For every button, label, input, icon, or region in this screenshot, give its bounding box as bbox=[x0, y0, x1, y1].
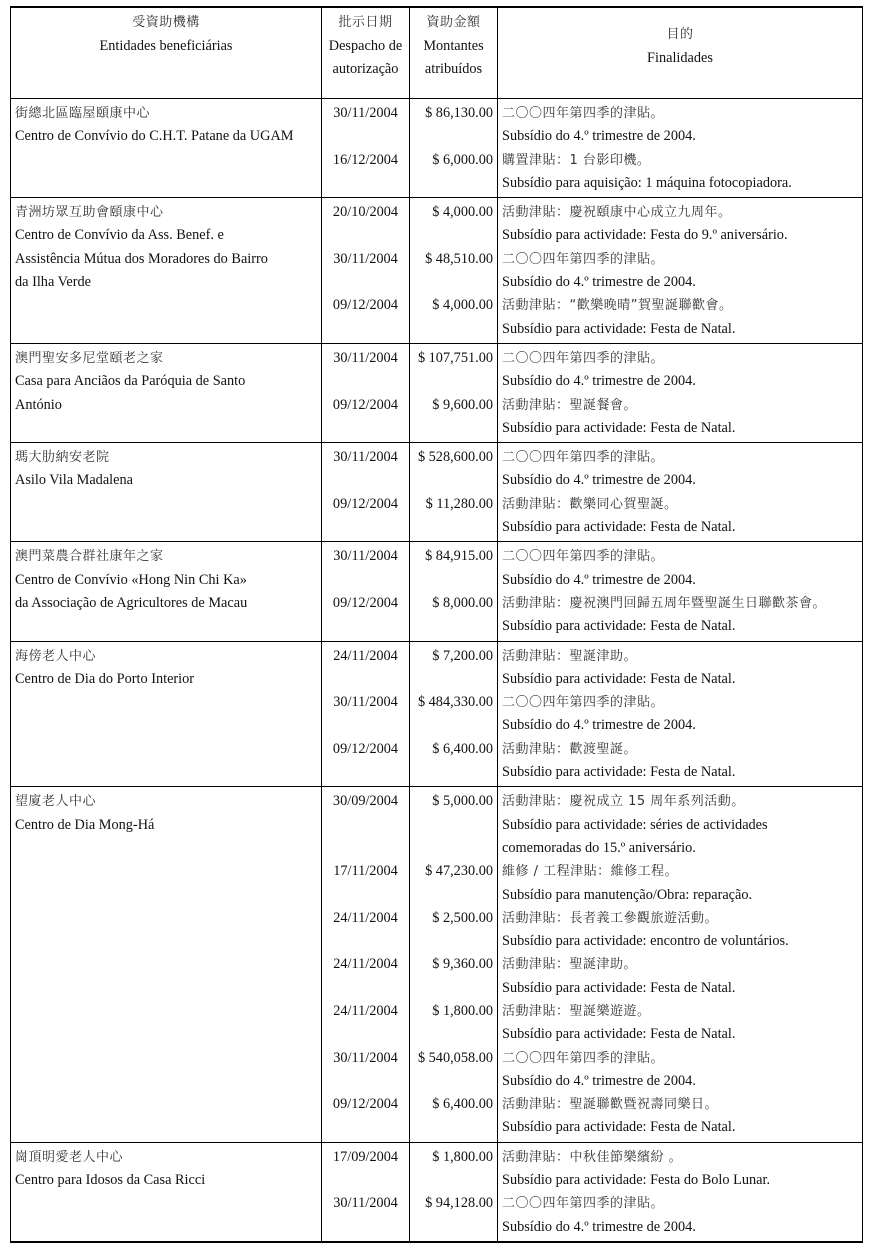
spacer-line bbox=[322, 884, 409, 907]
purpose-zh: 二〇〇四年第四季的津貼。 bbox=[502, 251, 665, 267]
purpose-pt: Subsídio do 4.º trimestre de 2004. bbox=[502, 571, 696, 588]
grant-amount: $ 4,000.00 bbox=[432, 204, 493, 221]
spacer-line bbox=[322, 318, 409, 341]
purpose-zh: 活動津貼：歡樂同心賀聖誕。 bbox=[502, 496, 678, 512]
purpose-cell bbox=[498, 99, 863, 198]
purpose-zh: 活動津貼：長者義工參觀旅遊活動。 bbox=[502, 910, 719, 926]
purpose-pt: Subsídio para actividade: Festa de Natal. bbox=[502, 764, 736, 781]
spacer-line bbox=[410, 172, 497, 195]
entity-name-zh: 街總北區臨屋頤康中心 bbox=[15, 106, 151, 121]
spacer-line bbox=[322, 417, 409, 440]
table-header-row bbox=[11, 7, 863, 99]
purpose-zh: 活動津貼：“歡樂晚晴”賀聖誕聯歡會。 bbox=[502, 298, 733, 314]
subsidy-table bbox=[10, 6, 863, 1243]
grant-date: 17/11/2004 bbox=[333, 863, 398, 880]
grant-date: 16/12/2004 bbox=[332, 151, 399, 168]
date-cell bbox=[322, 443, 410, 542]
grant-date: 30/11/2004 bbox=[333, 250, 398, 267]
spacer-line bbox=[410, 271, 497, 294]
grant-date: 20/10/2004 bbox=[332, 204, 399, 221]
spacer-line bbox=[410, 1216, 497, 1239]
entity-name-pt: Centro de Dia Mong-Há bbox=[15, 816, 155, 833]
spacer-line bbox=[410, 1169, 497, 1192]
purpose-pt: Subsídio para actividade: Festa de Natal. bbox=[502, 1026, 736, 1043]
grant-amount: $ 6,400.00 bbox=[432, 740, 493, 757]
entity-name-pt: António bbox=[15, 396, 62, 413]
purpose-pt: Subsídio para actividade: Festa do 9.º aniversário. bbox=[502, 227, 788, 244]
purpose-zh: 維修 / 工程津貼：維修工程。 bbox=[502, 864, 679, 880]
purpose-pt: Subsídio para manutenção/Obra: reparação. bbox=[502, 886, 753, 903]
grant-amount: $ 7,200.00 bbox=[432, 647, 493, 664]
date-cell bbox=[322, 641, 410, 787]
grant-amount: $ 540,058.00 bbox=[417, 1049, 493, 1066]
purpose-zh: 二〇〇四年第四季的津貼。 bbox=[502, 1050, 665, 1066]
date-cell bbox=[322, 787, 410, 1142]
grant-date: 09/12/2004 bbox=[332, 297, 399, 314]
purpose-pt: comemoradas do 15.º aniversário. bbox=[502, 839, 696, 856]
amount-cell bbox=[410, 542, 498, 641]
purpose-pt: Subsídio para actividade: Festa de Natal. bbox=[502, 419, 736, 436]
table-row bbox=[11, 443, 863, 542]
purpose-zh: 活動津貼：慶祝頤康中心成立九周年。 bbox=[502, 205, 732, 221]
grant-amount: $ 4,000.00 bbox=[432, 297, 493, 314]
purpose-pt: Subsídio para actividade: Festa do Bolo Lunar. bbox=[502, 1172, 771, 1189]
grant-date: 09/12/2004 bbox=[332, 1096, 399, 1113]
spacer-line bbox=[322, 224, 409, 247]
entity-cell bbox=[11, 542, 322, 641]
entity-cell bbox=[11, 787, 322, 1142]
table-row bbox=[11, 343, 863, 442]
purpose-cell bbox=[498, 542, 863, 641]
purpose-pt: Subsídio do 4.º trimestre de 2004. bbox=[502, 1072, 696, 1089]
spacer-line bbox=[322, 569, 409, 592]
purpose-pt: Subsídio do 4.º trimestre de 2004. bbox=[502, 717, 696, 734]
table-body bbox=[11, 99, 863, 1242]
spacer-line bbox=[322, 172, 409, 195]
purpose-zh: 購置津貼：1 台影印機。 bbox=[502, 152, 651, 168]
purpose-zh: 二〇〇四年第四季的津貼。 bbox=[502, 549, 665, 565]
spacer-line bbox=[322, 469, 409, 492]
header-purpose-pt: Finalidades bbox=[647, 49, 713, 66]
entity-cell bbox=[11, 641, 322, 787]
amount-cell bbox=[410, 641, 498, 787]
purpose-zh: 二〇〇四年第四季的津貼。 bbox=[502, 106, 665, 121]
grant-date: 30/11/2004 bbox=[333, 1049, 398, 1066]
grant-date: 30/11/2004 bbox=[333, 548, 398, 565]
grant-amount: $ 6,400.00 bbox=[432, 1096, 493, 1113]
purpose-zh: 二〇〇四年第四季的津貼。 bbox=[502, 350, 665, 366]
grant-amount: $ 84,915.00 bbox=[425, 548, 493, 565]
header-amount-zh: 資助金額 bbox=[426, 15, 481, 30]
entity-name-zh: 望廈老人中心 bbox=[15, 794, 97, 810]
spacer-line bbox=[410, 1070, 497, 1093]
purpose-zh: 活動津貼：聖誕餐會。 bbox=[502, 397, 638, 413]
spacer-line bbox=[410, 417, 497, 440]
grant-amount: $ 11,280.00 bbox=[425, 495, 493, 512]
entity-name-pt: Centro de Dia do Porto Interior bbox=[15, 670, 195, 687]
spacer-line bbox=[410, 884, 497, 907]
entity-name-pt: Centro de Convívio «Hong Nin Chi Ka» bbox=[15, 571, 247, 588]
grant-date: 09/12/2004 bbox=[332, 495, 399, 512]
entity-name-zh: 青洲坊眾互助會頤康中心 bbox=[15, 205, 164, 221]
spacer-line bbox=[410, 615, 497, 638]
spacer-line bbox=[322, 761, 409, 784]
purpose-pt: Subsídio para actividade: Festa de Natal. bbox=[502, 618, 736, 635]
spacer-line bbox=[322, 271, 409, 294]
purpose-zh: 活動津貼：聖誕樂遊遊。 bbox=[502, 1003, 651, 1019]
amount-cell bbox=[410, 343, 498, 442]
spacer-line bbox=[322, 1216, 409, 1239]
spacer-line bbox=[322, 516, 409, 539]
spacer-line bbox=[322, 714, 409, 737]
purpose-pt: Subsídio para actividade: Festa de Natal. bbox=[502, 670, 736, 687]
spacer-line bbox=[410, 469, 497, 492]
grant-amount: $ 94,128.00 bbox=[425, 1195, 493, 1212]
spacer-line bbox=[322, 1023, 409, 1046]
grant-amount: $ 528,600.00 bbox=[417, 449, 493, 466]
spacer-line bbox=[410, 224, 497, 247]
grant-amount: $ 1,800.00 bbox=[432, 1002, 493, 1019]
entity-name-pt: da Associação de Agricultores de Macau bbox=[15, 594, 248, 611]
spacer-line bbox=[322, 1116, 409, 1139]
spacer-line bbox=[410, 318, 497, 341]
purpose-cell bbox=[498, 198, 863, 344]
entity-name-pt: Casa para Anciãos da Paróquia de Santo bbox=[15, 373, 246, 390]
entity-name-pt: Asilo Vila Madalena bbox=[15, 472, 133, 489]
grant-amount: $ 1,800.00 bbox=[432, 1148, 493, 1165]
table-row bbox=[11, 99, 863, 198]
grant-amount: $ 6,000.00 bbox=[432, 151, 493, 168]
purpose-zh: 活動津貼：聖誕津助。 bbox=[502, 957, 638, 973]
header-entity bbox=[11, 7, 322, 99]
amount-cell bbox=[410, 787, 498, 1142]
entity-name-zh: 澳門聖安多尼堂頤老之家 bbox=[15, 350, 164, 366]
purpose-pt: Subsídio para actividade: encontro de voluntários. bbox=[502, 933, 789, 950]
entity-name-pt: da Ilha Verde bbox=[15, 274, 91, 291]
amount-cell bbox=[410, 443, 498, 542]
grant-amount: $ 48,510.00 bbox=[425, 250, 493, 267]
purpose-cell bbox=[498, 443, 863, 542]
date-cell bbox=[322, 99, 410, 198]
header-date bbox=[322, 7, 410, 99]
grant-amount: $ 9,600.00 bbox=[432, 396, 493, 413]
purpose-cell bbox=[498, 787, 863, 1142]
purpose-pt: Subsídio para actividade: séries de actividades bbox=[502, 816, 768, 833]
spacer-line bbox=[322, 125, 409, 148]
purpose-zh: 二〇〇四年第四季的津貼。 bbox=[502, 695, 665, 711]
entity-name-zh: 澳門菜農合群社康年之家 bbox=[15, 549, 164, 565]
purpose-zh: 活動津貼：慶祝成立 15 周年系列活動。 bbox=[502, 794, 745, 810]
purpose-pt: Subsídio do 4.º trimestre de 2004. bbox=[502, 1218, 696, 1235]
purpose-pt: Subsídio para actividade: Festa de Natal. bbox=[502, 979, 736, 996]
spacer-line bbox=[322, 370, 409, 393]
grant-date: 09/12/2004 bbox=[332, 396, 399, 413]
spacer-line bbox=[322, 930, 409, 953]
purpose-zh: 活動津貼：聖誕津助。 bbox=[502, 648, 638, 664]
purpose-pt: Subsídio para actividade: Festa de Natal. bbox=[502, 320, 736, 337]
grant-amount: $ 47,230.00 bbox=[425, 863, 493, 880]
purpose-cell bbox=[498, 343, 863, 442]
spacer-line bbox=[410, 1023, 497, 1046]
purpose-zh: 二〇〇四年第四季的津貼。 bbox=[502, 450, 665, 466]
amount-cell bbox=[410, 1142, 498, 1242]
grant-date: 09/12/2004 bbox=[332, 740, 399, 757]
purpose-zh: 活動津貼：聖誕聯歡暨祝壽同樂日。 bbox=[502, 1097, 719, 1113]
grant-date: 30/11/2004 bbox=[333, 694, 398, 711]
purpose-cell bbox=[498, 641, 863, 787]
date-cell bbox=[322, 1142, 410, 1242]
table-row bbox=[11, 542, 863, 641]
entity-name-pt: Centro de Convívio do C.H.T. Patane da UGAM bbox=[15, 128, 294, 145]
date-cell bbox=[322, 343, 410, 442]
grant-date: 24/11/2004 bbox=[333, 1002, 398, 1019]
grant-date: 09/12/2004 bbox=[332, 594, 399, 611]
grant-date: 30/11/2004 bbox=[333, 449, 398, 466]
table-row bbox=[11, 787, 863, 1142]
amount-cell bbox=[410, 198, 498, 344]
entity-cell bbox=[11, 443, 322, 542]
header-amount bbox=[410, 7, 498, 99]
spacer-line bbox=[410, 761, 497, 784]
spacer-line bbox=[322, 814, 409, 837]
purpose-pt: Subsídio para actividade: Festa de Natal. bbox=[502, 1119, 736, 1136]
entity-name-zh: 瑪大肋納安老院 bbox=[15, 450, 110, 466]
entity-name-pt: Assistência Mútua dos Moradores do Bairro bbox=[15, 250, 268, 267]
purpose-zh: 活動津貼：慶祝澳門回歸五周年暨聖誕生日聯歡茶會。 bbox=[502, 595, 827, 611]
header-date-pt1: Despacho de bbox=[328, 37, 403, 54]
table-row bbox=[11, 1142, 863, 1242]
spacer-line bbox=[410, 569, 497, 592]
table-row bbox=[11, 641, 863, 787]
grant-date: 30/11/2004 bbox=[333, 349, 398, 366]
date-cell bbox=[322, 542, 410, 641]
spacer-line bbox=[410, 668, 497, 691]
entity-name-pt: Centro de Convívio da Ass. Benef. e bbox=[15, 227, 224, 244]
grant-amount: $ 5,000.00 bbox=[432, 793, 493, 810]
purpose-zh: 活動津貼：歡渡聖誕。 bbox=[502, 741, 638, 757]
spacer-line bbox=[410, 516, 497, 539]
grant-amount: $ 86,130.00 bbox=[425, 105, 493, 121]
grant-amount: $ 9,360.00 bbox=[432, 956, 493, 973]
grant-date: 30/11/2004 bbox=[333, 105, 398, 121]
purpose-zh: 二〇〇四年第四季的津貼。 bbox=[502, 1196, 665, 1212]
header-entity-pt: Entidades beneficiárias bbox=[99, 37, 233, 54]
entity-cell bbox=[11, 343, 322, 442]
purpose-cell bbox=[498, 1142, 863, 1242]
grant-amount: $ 107,751.00 bbox=[417, 349, 493, 366]
entity-cell bbox=[11, 1142, 322, 1242]
grant-amount: $ 2,500.00 bbox=[432, 909, 493, 926]
grant-date: 24/11/2004 bbox=[333, 956, 398, 973]
table-row bbox=[11, 198, 863, 344]
spacer-line bbox=[322, 615, 409, 638]
header-purpose-zh: 目的 bbox=[666, 27, 694, 42]
spacer-line bbox=[322, 668, 409, 691]
spacer-line bbox=[410, 814, 497, 837]
header-date-zh: 批示日期 bbox=[338, 15, 393, 30]
grant-amount: $ 8,000.00 bbox=[432, 594, 493, 611]
spacer-line bbox=[410, 714, 497, 737]
purpose-zh: 活動津貼：中秋佳節樂繽紛 。 bbox=[502, 1149, 683, 1165]
purpose-pt: Subsídio do 4.º trimestre de 2004. bbox=[502, 472, 696, 489]
grant-date: 24/11/2004 bbox=[333, 909, 398, 926]
entity-name-zh: 崗頂明愛老人中心 bbox=[15, 1149, 124, 1165]
purpose-pt: Subsídio para aquisição: 1 máquina fotocopiadora. bbox=[502, 174, 792, 191]
spacer-line bbox=[322, 837, 409, 860]
grant-date: 17/09/2004 bbox=[332, 1148, 399, 1165]
spacer-line bbox=[410, 370, 497, 393]
spacer-line bbox=[410, 930, 497, 953]
grant-date: 30/09/2004 bbox=[332, 793, 399, 810]
grant-amount: $ 484,330.00 bbox=[417, 694, 493, 711]
grant-date: 30/11/2004 bbox=[333, 1195, 398, 1212]
header-purpose bbox=[498, 7, 863, 99]
entity-cell bbox=[11, 99, 322, 198]
entity-name-zh: 海傍老人中心 bbox=[15, 648, 97, 664]
purpose-pt: Subsídio do 4.º trimestre de 2004. bbox=[502, 128, 696, 145]
spacer-line bbox=[410, 1116, 497, 1139]
entity-cell bbox=[11, 198, 322, 344]
header-amount-pt2: atribuídos bbox=[424, 61, 483, 77]
entity-name-pt: Centro para Idosos da Casa Ricci bbox=[15, 1172, 206, 1189]
purpose-pt: Subsídio para actividade: Festa de Natal. bbox=[502, 519, 736, 536]
spacer-line bbox=[410, 977, 497, 1000]
spacer-line bbox=[322, 977, 409, 1000]
header-date-pt2: autorização bbox=[332, 61, 399, 77]
purpose-pt: Subsídio do 4.º trimestre de 2004. bbox=[502, 274, 696, 291]
spacer-line bbox=[322, 1070, 409, 1093]
date-cell bbox=[322, 198, 410, 344]
grant-date: 24/11/2004 bbox=[333, 647, 398, 664]
spacer-line bbox=[322, 1169, 409, 1192]
purpose-pt: Subsídio do 4.º trimestre de 2004. bbox=[502, 373, 696, 390]
amount-cell bbox=[410, 99, 498, 198]
spacer-line bbox=[410, 837, 497, 860]
header-entity-zh: 受資助機構 bbox=[132, 15, 200, 30]
header-amount-pt1: Montantes bbox=[423, 37, 484, 54]
spacer-line bbox=[410, 125, 497, 148]
